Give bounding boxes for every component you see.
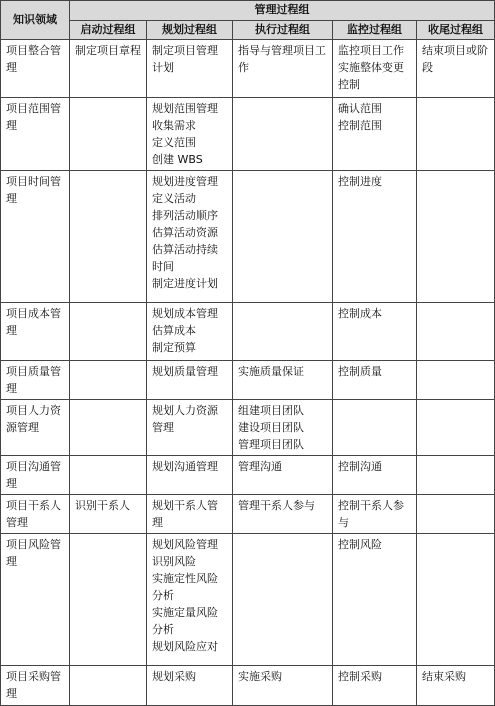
process-item: 建设项目团队: [238, 421, 304, 434]
table-row: [1, 171, 495, 303]
knowledge-area-cell: 项目整合管理: [1, 40, 70, 98]
process-cell-planning: [147, 495, 233, 534]
table-row: [1, 666, 495, 706]
process-cell-monitoring: [333, 400, 417, 456]
process-cell-executing: [233, 666, 333, 706]
table-row: [1, 534, 495, 666]
process-item: 创建 WBS: [152, 153, 203, 166]
process-cell-closing: [417, 40, 495, 98]
process-item: 监控项目工作: [338, 44, 404, 57]
process-item: 管理干系人参与: [238, 499, 315, 512]
process-item: 实施定性风险分析: [152, 572, 218, 602]
table-row: [1, 400, 495, 456]
process-item: 规划采购: [152, 670, 196, 683]
knowledge-area-cell: 项目成本管理: [1, 303, 70, 361]
process-item: 定义范围: [152, 136, 196, 149]
process-cell-executing: [233, 456, 333, 495]
process-cell-executing: [233, 303, 333, 361]
process-item: 收集需求: [152, 119, 196, 132]
process-cell-executing: [233, 495, 333, 534]
table-row: [1, 98, 495, 171]
process-cell-initiating: [70, 98, 147, 171]
process-item: 实施整体变更控制: [338, 61, 404, 91]
process-item: 规划沟通管理: [152, 460, 218, 473]
process-cell-initiating: [70, 666, 147, 706]
process-item: 识别干系人: [75, 499, 130, 512]
process-cell-initiating: [70, 495, 147, 534]
process-cell-executing: [233, 171, 333, 303]
process-cell-initiating: [70, 40, 147, 98]
knowledge-area-cell: 项目采购管理: [1, 666, 70, 706]
process-item: 规划质量管理: [152, 365, 218, 378]
process-item: 定义活动: [152, 192, 196, 205]
table-row: [1, 40, 495, 98]
process-cell-closing: [417, 534, 495, 666]
process-cell-closing: [417, 171, 495, 303]
process-cell-closing: [417, 98, 495, 171]
process-cell-monitoring: [333, 534, 417, 666]
process-item: 规划进度管理: [152, 175, 218, 188]
process-item: 控制沟通: [338, 460, 382, 473]
process-item: 实施定量风险分析: [152, 606, 218, 636]
knowledge-area-cell: 项目风险管理: [1, 534, 70, 666]
process-cell-closing: [417, 400, 495, 456]
process-item: 控制采购: [338, 670, 382, 683]
table-row: [1, 361, 495, 400]
process-cell-monitoring: [333, 171, 417, 303]
process-cell-executing: [233, 40, 333, 98]
column-header-initiating: 启动过程组: [70, 20, 147, 40]
process-item: 控制进度: [338, 175, 382, 188]
process-item: 控制干系人参与: [338, 499, 404, 529]
knowledge-area-cell: 项目人力资源管理: [1, 400, 70, 456]
process-cell-closing: [417, 361, 495, 400]
process-item: 管理沟通: [238, 460, 282, 473]
process-item: 指导与管理项目工作: [238, 44, 326, 74]
process-cell-planning: [147, 666, 233, 706]
process-cell-initiating: [70, 361, 147, 400]
process-cell-closing: [417, 495, 495, 534]
process-cell-monitoring: [333, 361, 417, 400]
process-cell-executing: [233, 534, 333, 666]
process-cell-initiating: [70, 400, 147, 456]
process-item: 实施采购: [238, 670, 282, 683]
process-cell-initiating: [70, 456, 147, 495]
process-item: 估算成本: [152, 324, 196, 337]
knowledge-area-cell: 项目时间管理: [1, 171, 70, 303]
process-item: 识别风险: [152, 555, 196, 568]
process-cell-monitoring: [333, 303, 417, 361]
process-cell-initiating: [70, 534, 147, 666]
column-header-planning: 规划过程组: [147, 20, 233, 40]
column-header-executing: 执行过程组: [233, 20, 333, 40]
process-item: 规划人力资源管理: [152, 404, 218, 434]
process-item: 控制风险: [338, 538, 382, 551]
process-item: 制定项目章程: [75, 44, 141, 57]
process-item: 估算活动持续时间: [152, 243, 218, 273]
process-item: 组建项目团队: [238, 404, 304, 417]
knowledge-area-cell: 项目干系人管理: [1, 495, 70, 534]
table-row: [1, 303, 495, 361]
process-item: 控制范围: [338, 119, 382, 132]
process-cell-closing: [417, 456, 495, 495]
column-header-closing: 收尾过程组: [417, 20, 495, 40]
process-item: 控制成本: [338, 307, 382, 320]
process-item: 规划干系人管理: [152, 499, 218, 529]
process-cell-planning: [147, 400, 233, 456]
process-cell-monitoring: [333, 456, 417, 495]
process-item: 管理项目团队: [238, 438, 304, 451]
process-cell-initiating: [70, 303, 147, 361]
process-item: 结束采购: [422, 670, 466, 683]
process-cell-planning: [147, 98, 233, 171]
process-item: 规划风险应对: [152, 640, 218, 653]
knowledge-area-cell: 项目沟通管理: [1, 456, 70, 495]
process-item: 控制质量: [338, 365, 382, 378]
process-item: 规划成本管理: [152, 307, 218, 320]
process-group-title: 管理过程组: [70, 1, 495, 21]
process-cell-monitoring: [333, 666, 417, 706]
process-cell-planning: [147, 171, 233, 303]
process-cell-closing: [417, 303, 495, 361]
process-item: 估算活动资源: [152, 226, 218, 239]
process-item: 规划范围管理: [152, 102, 218, 115]
process-item: 结束项目或阶段: [422, 44, 488, 74]
process-cell-planning: [147, 361, 233, 400]
process-item: 规划风险管理: [152, 538, 218, 551]
process-item: 实施质量保证: [238, 365, 304, 378]
process-cell-executing: [233, 361, 333, 400]
process-cell-planning: [147, 534, 233, 666]
table-row: [1, 495, 495, 534]
process-cell-closing: [417, 666, 495, 706]
process-cell-executing: [233, 400, 333, 456]
process-item: 制定项目管理计划: [152, 44, 218, 74]
knowledge-area-cell: 项目范围管理: [1, 98, 70, 171]
process-item: 制定进度计划: [152, 277, 218, 290]
process-item: 制定预算: [152, 341, 196, 354]
column-header-monitoring: 监控过程组: [333, 20, 417, 40]
process-cell-planning: [147, 40, 233, 98]
process-item: 确认范围: [338, 102, 382, 115]
table-row: [1, 456, 495, 495]
knowledge-area-cell: 项目质量管理: [1, 361, 70, 400]
process-cell-monitoring: [333, 98, 417, 171]
process-cell-initiating: [70, 171, 147, 303]
process-cell-planning: [147, 303, 233, 361]
process-cell-planning: [147, 456, 233, 495]
process-item: 排列活动顺序: [152, 209, 218, 222]
process-cell-monitoring: [333, 40, 417, 98]
process-cell-executing: [233, 98, 333, 171]
process-cell-monitoring: [333, 495, 417, 534]
knowledge-area-header: 知识领域: [1, 1, 70, 40]
